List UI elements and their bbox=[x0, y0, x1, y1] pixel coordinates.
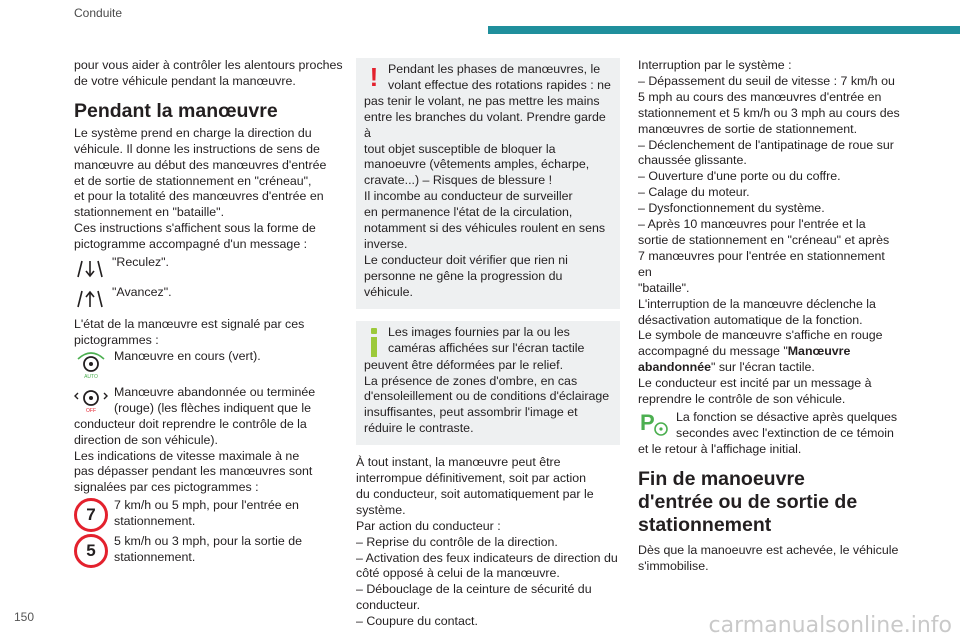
status-en-cours-row bbox=[74, 349, 356, 379]
speed-5-text: 5 km/h ou 3 mph, pour la sortie de stationnement. bbox=[114, 534, 303, 565]
info-icon bbox=[364, 328, 384, 358]
steering-off-red-icon bbox=[74, 385, 108, 415]
parking-indicator-row bbox=[638, 410, 900, 442]
body-text-2: L'état de la manœuvre est signalé par ces pictogrammes : bbox=[74, 317, 305, 347]
abandon-label: Manœuvre abandonnée ou terminée (rouge) (les flèches indiquent que le bbox=[114, 384, 316, 415]
status-abandon-row bbox=[74, 385, 356, 417]
parking-assist-icon bbox=[638, 410, 670, 438]
info-note bbox=[356, 321, 620, 446]
heading-fin-manoeuvre: Fin de manoeuvre d'entrée ou de sortie de stationnement bbox=[638, 467, 858, 536]
speed-limit-7-icon: 7 bbox=[74, 498, 108, 532]
parking-first-text: La fonction se désactive après quelques secondes avec l'extinction de ce témoin bbox=[676, 409, 898, 440]
heading-pendant-manoeuvre: Pendant la manœuvre bbox=[74, 99, 278, 122]
reverse-arrow-icon bbox=[74, 255, 106, 281]
warning-note bbox=[356, 58, 620, 309]
intro-text: pour vous aider à contrôler les alentours proches de votre véhicule pendant la manœuvre. bbox=[74, 58, 343, 88]
column-2 bbox=[356, 58, 620, 630]
parking-rest-text: et le retour à l'affichage initial. bbox=[638, 441, 802, 456]
info-first-text: Les images fournies par la ou les caméras affichées sur l'écran tactile bbox=[388, 324, 585, 355]
info-rest-text: peuvent être déformées par le relief. La présence de zones d'ombre, en cas d'ensoleillement ou de conditions d'éclairage insuffisantes, peut assombrir l'image et réduire le contraste. bbox=[364, 357, 610, 436]
forward-arrow-icon bbox=[74, 285, 106, 311]
interruption-text: À tout instant, la manœuvre peut être interrompue définitivement, soit par action du conducteur, soit automatiquement par le système. Par action du conducteur : – Reprise du contrôle de la direction. – Activation des feux indicateurs de direction du côté opposé à celui de la manœuvre. – Débouclage de la ceinture de sécurité du conducteur. – Coupure du contact. bbox=[356, 455, 618, 629]
body-text-3: conducteur doit reprendre le contrôle de la direction de son véhicule). Les indications de vitesse maximale à ne pas dépasser pendant les manœuvres sont signalées par ces pictogrammes : bbox=[74, 416, 313, 495]
avancez-row bbox=[74, 285, 356, 311]
off-text: OFF bbox=[86, 407, 96, 414]
warning-first-text: Pendant les phases de manœuvres, le volant effectue des rotations rapides : ne bbox=[388, 62, 611, 92]
steering-auto-green-icon bbox=[74, 349, 108, 379]
speed-7-text: 7 km/h ou 5 mph, pour l'entrée en stationnement. bbox=[114, 498, 299, 529]
system-interruption-text bbox=[638, 58, 900, 408]
en-cours-label: Manœuvre en cours (vert). bbox=[114, 348, 261, 363]
speed-5-row bbox=[74, 534, 356, 568]
speed-7-row bbox=[74, 498, 356, 532]
speed-limit-5-icon: 5 bbox=[74, 534, 108, 568]
exclamation-icon: ! bbox=[369, 62, 379, 92]
interruption-body: Interruption par le système : – Dépassement du seuil de vitesse : 7 km/h ou 5 mph au cours des manœuvres d'entrée en stationnement et 5 km/h ou 3 mph au cours des manœuvres de sortie de stationnement. – Déclenchement de l'antipatinage de roue sur chaussée glissante. – Ouverture d'une porte ou du coffre. – Calage du moteur. – Dysfonctionnement du système. – Après 10 manœuvres pour l'entrée et la sortie de stationnement en "créneau" et après 7 manœuvres pour l'entrée en stationnement en "bataille". L'interruption de la manœuvre déclenche la désactivation automatique de la fonction. Le symbole de manœuvre s'affiche en rouge accompagné du message " bbox=[638, 58, 900, 359]
reculez-label: "Reculez". bbox=[112, 255, 170, 270]
warning-rest-text: pas tenir le volant, ne pas mettre les mains entre les branches du volant. Prendre garde à tout objet susceptible de bloquer la manoeuvre (vêtements amples, écharpe, cravate...) – Risques de blessure ! Il incombe au conducteur de surveiller en permanence l'état de la circulation, notamment si des véhicules roulent en sens inverse. Le conducteur doit vérifier que rien ni personne ne gêne la progression du véhicule. bbox=[364, 93, 606, 299]
page-number: 150 bbox=[14, 610, 35, 624]
auto-text: AUTO bbox=[84, 373, 98, 379]
reculez-row bbox=[74, 255, 356, 281]
interruption-body-end: " sur l'écran tactile. Le conducteur est incité par un message à reprendre le contrôle de son véhicule. bbox=[638, 360, 872, 407]
final-text: Dès que la manoeuvre est achevée, le véhicule s'immobilise. bbox=[638, 542, 899, 573]
column-1 bbox=[74, 58, 356, 568]
header-accent-bar bbox=[488, 26, 960, 34]
watermark: carmanualsonline.info bbox=[708, 613, 952, 638]
section-title: Conduite bbox=[74, 6, 123, 20]
avancez-label: "Avancez". bbox=[112, 285, 172, 300]
svg-text:P: P bbox=[640, 409, 655, 435]
abandon-message: Manœuvre abandonnée bbox=[638, 344, 851, 375]
column-3 bbox=[638, 58, 900, 574]
body-text-1: Le système prend en charge la direction du véhicule. Il donne les instructions de sens de manœuvre au début des manœuvres d'entrée et de sortie de stationnement en "créneau", et pour la totalité des manœuvres d'entrée en stationnement en "bataille". Ces instructions s'affichent sous la forme de pictogramme accompagné d'un message : bbox=[74, 125, 327, 252]
